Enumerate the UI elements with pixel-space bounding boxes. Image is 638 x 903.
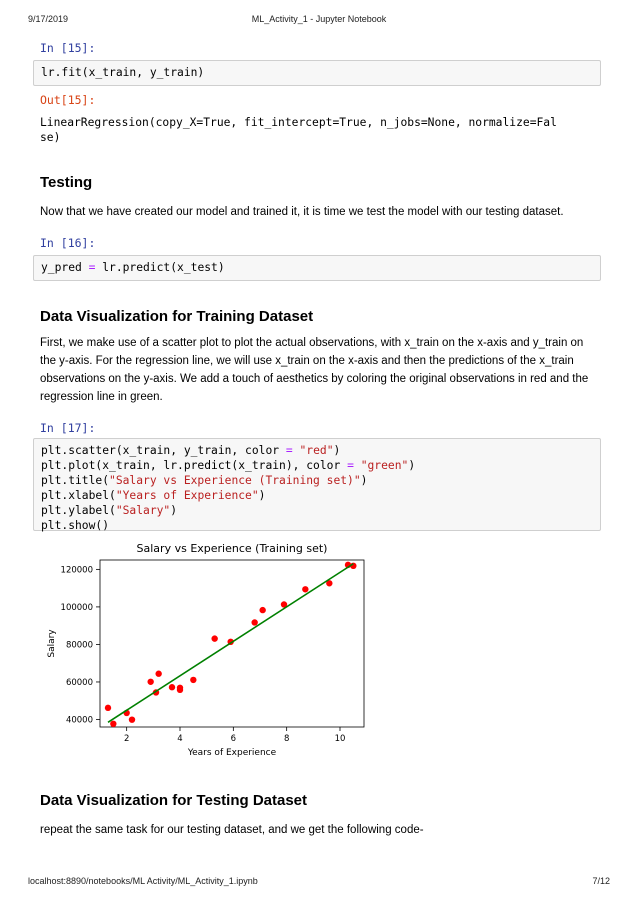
scatter-point [259,607,265,613]
chart-xlabel: Years of Experience [187,748,277,758]
x-tick-label: 2 [123,734,130,744]
input-prompt-16: In [16]: [40,236,96,250]
x-tick-label: 8 [283,734,290,744]
input-prompt-17: In [17]: [40,421,96,435]
scatter-point [177,687,183,693]
code-16-rhs: lr.predict(x_test) [95,261,225,274]
regression-line [108,564,353,723]
chart-ylabel: Salary [47,629,57,658]
scatter-point [110,721,116,727]
scatter-point [105,705,111,711]
code-line-4: plt.xlabel("Years of Experience") [41,489,266,502]
input-prompt-15: In [15]: [40,41,96,55]
code-cell-17[interactable] [33,438,601,531]
scatter-point [302,586,308,592]
paragraph-testing: Now that we have created our model and trained it, it is time we test the model with our testing dataset. [40,206,564,218]
code-string: "Salary" [115,504,171,517]
heading-viz-train: Data Visualization for Training Dataset [40,308,314,325]
y-tick-label: 60000 [65,677,93,688]
scatter-point [211,635,217,641]
scatter-point [155,671,161,677]
footer-page-number: 7/12 [592,876,610,886]
code-line-2: plt.plot(x_train, lr.predict(x_train), color = "green") [41,459,416,472]
scatter-point [169,684,175,690]
output-prompt-15: Out[15]: [40,93,96,107]
y-tick-label: 120000 [60,565,93,576]
code-string: "Years of Experience" [115,489,259,502]
scatter-point [251,619,257,625]
code-text-17 [41,443,593,533]
code-cell-15[interactable] [33,60,601,86]
x-tick-label: 10 [334,734,346,744]
scatter-point [190,677,196,683]
code-line-3: plt.title("Salary vs Experience (Training set)") [41,474,368,487]
x-tick-label: 6 [230,734,237,744]
print-date: 9/17/2019 [28,14,69,24]
code-string: "red" [299,444,334,457]
code-line-1: plt.scatter(x_train, y_train, color = "red") [41,444,341,457]
scatter-point [129,716,135,722]
code-string: "green" [360,459,409,472]
scatter-point [147,679,153,685]
page-title: ML_Activity_1 - Jupyter Notebook [251,14,387,24]
code-line-6: plt.show() [41,519,110,532]
output-text-15: LinearRegression(copy_X=True, fit_intercept=True, n_jobs=None, normalize=Fal se) [40,116,557,144]
paragraph-viz-train: First, we make use of a scatter plot to plot the actual observations, with x_train on the x-axis and y_train on the y-axis. For the regression line, we will use x_train on the x-axis and then the predictions of the x_train observations on the y-axis. We add a touch of aesthetics by coloring the original observations in red and the regression line in green. [40,337,589,403]
code-cell-16[interactable] [33,255,601,281]
heading-testing: Testing [40,174,93,191]
code-operator: = [347,459,354,472]
code-text-16 [41,260,593,275]
y-tick-label: 100000 [60,602,93,613]
heading-viz-test: Data Visualization for Testing Dataset [40,792,308,809]
paragraph-viz-test: repeat the same task for our testing dataset, and we get the following code- [40,824,424,836]
y-tick-label: 40000 [65,715,93,726]
code-16-lhs: y_pred [41,261,89,274]
code-operator: = [285,444,293,457]
chart-title: Salary vs Experience (Training set) [136,542,328,555]
scatter-chart [40,538,380,763]
x-tick-label: 4 [177,734,183,744]
code-text-15: lr.fit(x_train, y_train) [41,66,205,79]
y-tick-label: 80000 [65,640,93,651]
code-line-5: plt.ylabel("Salary") [41,504,178,517]
footer-url: localhost:8890/notebooks/ML Activity/ML_Activity_1.ipynb [28,876,258,886]
code-16-op: = [88,261,96,274]
code-string: "Salary vs Experience (Training set)" [109,474,361,487]
